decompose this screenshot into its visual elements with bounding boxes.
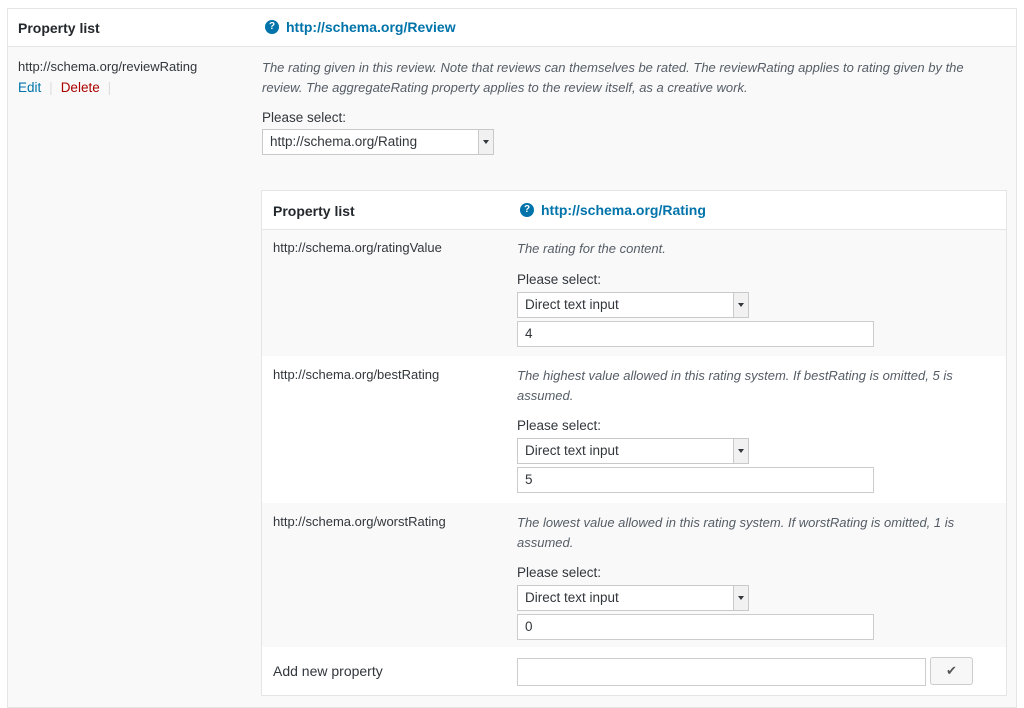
outer-header-label: Property list <box>18 20 100 36</box>
value-type-select[interactable] <box>517 585 749 611</box>
delete-link[interactable]: Delete <box>60 80 100 95</box>
inner-type-label[interactable]: http://schema.org/Rating <box>541 202 706 218</box>
chevron-down-icon[interactable] <box>733 293 748 317</box>
inner-table-header <box>262 191 1006 230</box>
property-description: The rating for the content. <box>517 241 666 256</box>
property-row <box>262 230 1006 356</box>
chevron-down-icon[interactable] <box>733 586 748 610</box>
outer-table-header <box>8 9 1016 47</box>
value-type-select[interactable] <box>517 292 749 318</box>
chevron-down-icon[interactable] <box>478 130 493 154</box>
add-property-label: Add new property <box>273 663 383 679</box>
property-name: http://schema.org/worstRating <box>273 514 446 529</box>
value-input-text[interactable]: 4 <box>525 326 533 341</box>
value-type-select[interactable] <box>517 438 749 464</box>
checkmark-icon[interactable]: ✔ <box>946 663 957 678</box>
value-input[interactable] <box>517 321 874 347</box>
row-actions <box>18 79 111 95</box>
chevron-down-icon[interactable] <box>733 439 748 463</box>
property-row <box>262 503 1006 647</box>
select-label: Please select: <box>262 110 347 125</box>
separator: | <box>107 79 112 95</box>
property-name: http://schema.org/ratingValue <box>273 240 442 255</box>
property-name: http://schema.org/reviewRating <box>18 59 198 74</box>
inner-type-link[interactable] <box>520 202 706 218</box>
outer-type-link[interactable] <box>265 19 456 35</box>
question-circle-icon[interactable]: ? <box>520 203 534 217</box>
add-property-row <box>262 647 1006 695</box>
edit-link[interactable]: Edit <box>18 80 42 95</box>
inner-header-label: Property list <box>273 203 355 219</box>
property-row <box>262 356 1006 503</box>
outer-type-label[interactable]: http://schema.org/Review <box>286 19 456 35</box>
type-select[interactable] <box>262 129 494 155</box>
property-description: The lowest value allowed in this rating system. If worstRating is omitted, 1 is assumed. <box>517 515 955 550</box>
property-name: http://schema.org/bestRating <box>273 367 440 382</box>
value-input-text[interactable]: 0 <box>525 619 533 634</box>
property-description: The rating given in this review. Note that reviews can themselves be rated. The reviewRating applies to rating given by the review. The aggregateRating property applies to the review itself, as a creative work. <box>262 60 964 95</box>
value-input[interactable] <box>517 467 874 493</box>
value-type-select-value[interactable]: Direct text input <box>525 590 619 605</box>
value-type-select-value[interactable]: Direct text input <box>525 297 619 312</box>
select-label: Please select: <box>517 418 602 433</box>
select-label: Please select: <box>517 565 602 580</box>
inner-property-table <box>261 190 1007 696</box>
separator: | <box>49 79 53 95</box>
add-property-input[interactable] <box>517 658 926 686</box>
add-property-button[interactable] <box>930 657 973 685</box>
value-type-select-value[interactable]: Direct text input <box>525 443 619 458</box>
value-input-text[interactable]: 5 <box>525 472 533 487</box>
select-label: Please select: <box>517 272 602 287</box>
question-circle-icon[interactable]: ? <box>265 20 279 34</box>
type-select-value[interactable]: http://schema.org/Rating <box>270 134 418 149</box>
value-input[interactable] <box>517 614 874 640</box>
property-description: The highest value allowed in this rating system. If bestRating is omitted, 5 is assumed. <box>517 368 953 403</box>
